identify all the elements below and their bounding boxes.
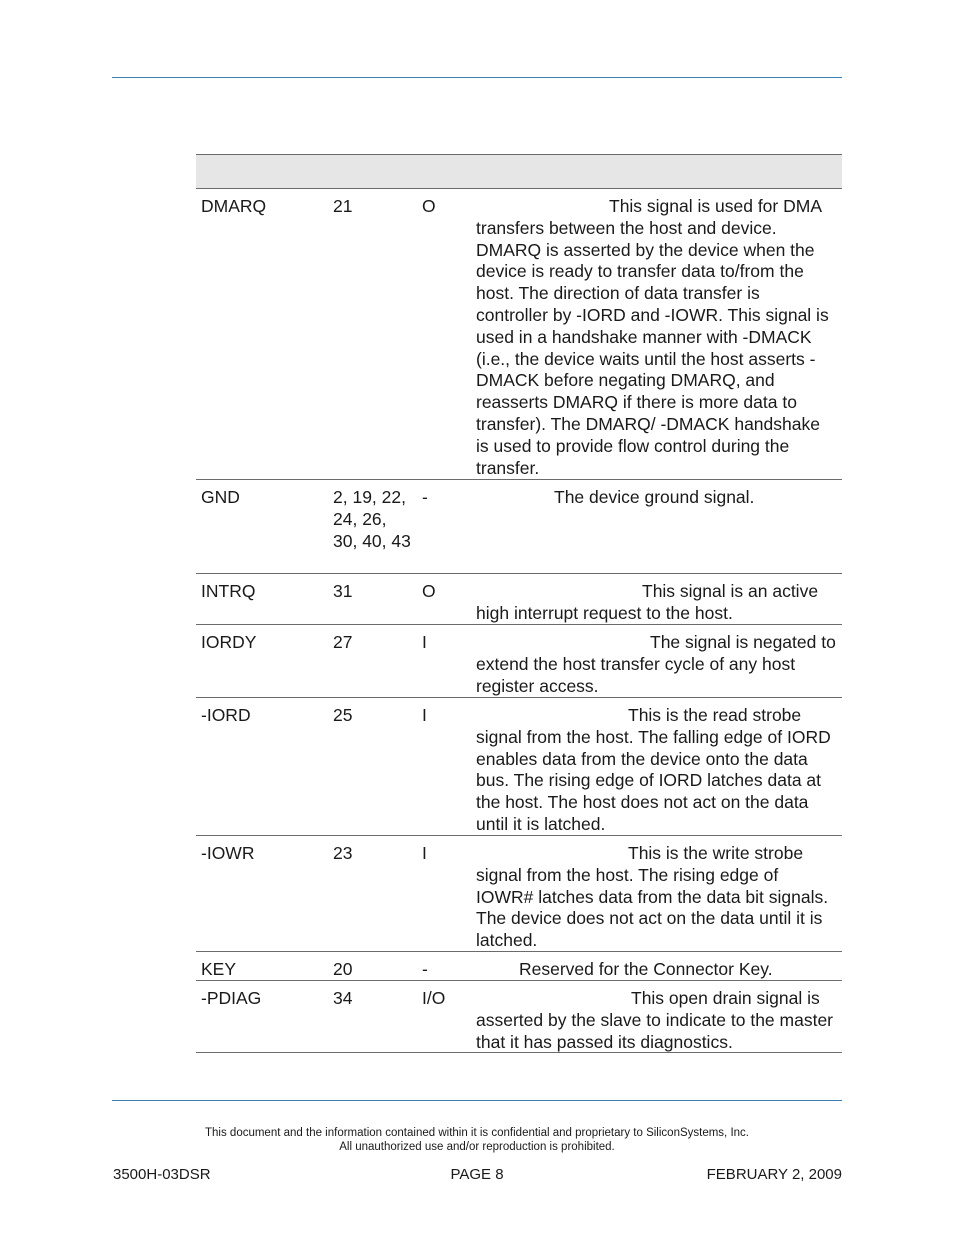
- signal-name: GND: [201, 487, 240, 507]
- signal-name: INTRQ: [201, 581, 256, 601]
- signal-pins: 25: [333, 705, 353, 725]
- signal-table: [196, 154, 842, 1053]
- signal-description: This open drain signal is asserted by the slave to indicate to the master that it has passed its diagnostics.: [476, 988, 833, 1052]
- signal-direction: -: [422, 487, 428, 507]
- page-number-text: PAGE 8: [450, 1166, 504, 1183]
- signal-direction: O: [422, 196, 436, 216]
- signal-direction: I/O: [422, 988, 446, 1008]
- signal-direction: O: [422, 581, 436, 601]
- signal-pins: 23: [333, 843, 353, 863]
- confidentiality-line: This document and the information contained within it is confidential and proprietary to SiliconSystems, Inc.: [205, 1127, 749, 1139]
- signal-name: IORDY: [201, 632, 257, 652]
- signal-direction: I: [422, 632, 427, 652]
- document-date-text: FEBRUARY 2, 2009: [706, 1166, 842, 1183]
- signal-description: This signal is used for DMA transfers between the host and device. DMARQ is asserted by the device when the device is ready to transfer data to/from the host. The direction of data transfer is controller by -IORD and -IOWR. This signal is used in a handshake manner with -DMACK (i.e., the device waits until the host asserts -DMACK before negating DMARQ, and reasserts DMARQ if there is more data to transfer). The DMARQ/ -DMACK handshake is used to provide flow control during the transfer.: [476, 196, 829, 478]
- document-date: [707, 1166, 842, 1184]
- footer-rule: [112, 1100, 842, 1101]
- signal-description: This signal is an active high interrupt request to the host.: [476, 581, 819, 623]
- table-row: [196, 189, 842, 480]
- signal-direction: I: [422, 843, 427, 863]
- signal-direction: I: [422, 705, 427, 725]
- signal-description: The signal is negated to extend the host transfer cycle of any host register access.: [476, 632, 836, 696]
- table-row: [196, 480, 842, 574]
- confidentiality-line: All unauthorized use and/or reproduction is prohibited.: [339, 1140, 615, 1153]
- signal-pins: 27: [333, 632, 353, 652]
- signal-pins: 34: [333, 988, 353, 1008]
- signal-pins: 2, 19, 22, 24, 26, 30, 40, 43: [333, 487, 411, 551]
- signal-name: -PDIAG: [201, 988, 262, 1008]
- table-row: [196, 698, 842, 836]
- signal-pins: 21: [333, 196, 353, 216]
- table-row: [196, 625, 842, 698]
- signal-name: -IORD: [201, 705, 251, 725]
- confidentiality-notice: [0, 1127, 954, 1154]
- signal-name: KEY: [201, 959, 237, 979]
- signal-description: This is the read strobe signal from the host. The falling edge of IORD enables data from the device onto the data bus. The rising edge of IORD latches data at the host. The host does not act on the data until it is latched.: [476, 705, 831, 834]
- signal-description: This is the write strobe signal from the host. The rising edge of IOWR# latches data from the data bit signals. The device does not act on the data until it is latched.: [476, 843, 829, 951]
- header-rule: [112, 77, 842, 78]
- table-row: [196, 952, 842, 981]
- signal-name: -IOWR: [201, 843, 255, 863]
- table-row: [196, 836, 842, 952]
- signal-description: The device ground signal.: [554, 487, 755, 507]
- document-id: 3500H-03DSR: [113, 1166, 211, 1183]
- signal-description: Reserved for the Connector Key.: [519, 959, 773, 979]
- signal-direction: -: [422, 959, 428, 979]
- table-row: [196, 574, 842, 625]
- signal-pins: 20: [333, 959, 353, 979]
- signal-pins: 31: [333, 581, 353, 601]
- table-header-row: [196, 154, 842, 189]
- table-row: [196, 981, 842, 1053]
- signal-name: DMARQ: [201, 196, 267, 216]
